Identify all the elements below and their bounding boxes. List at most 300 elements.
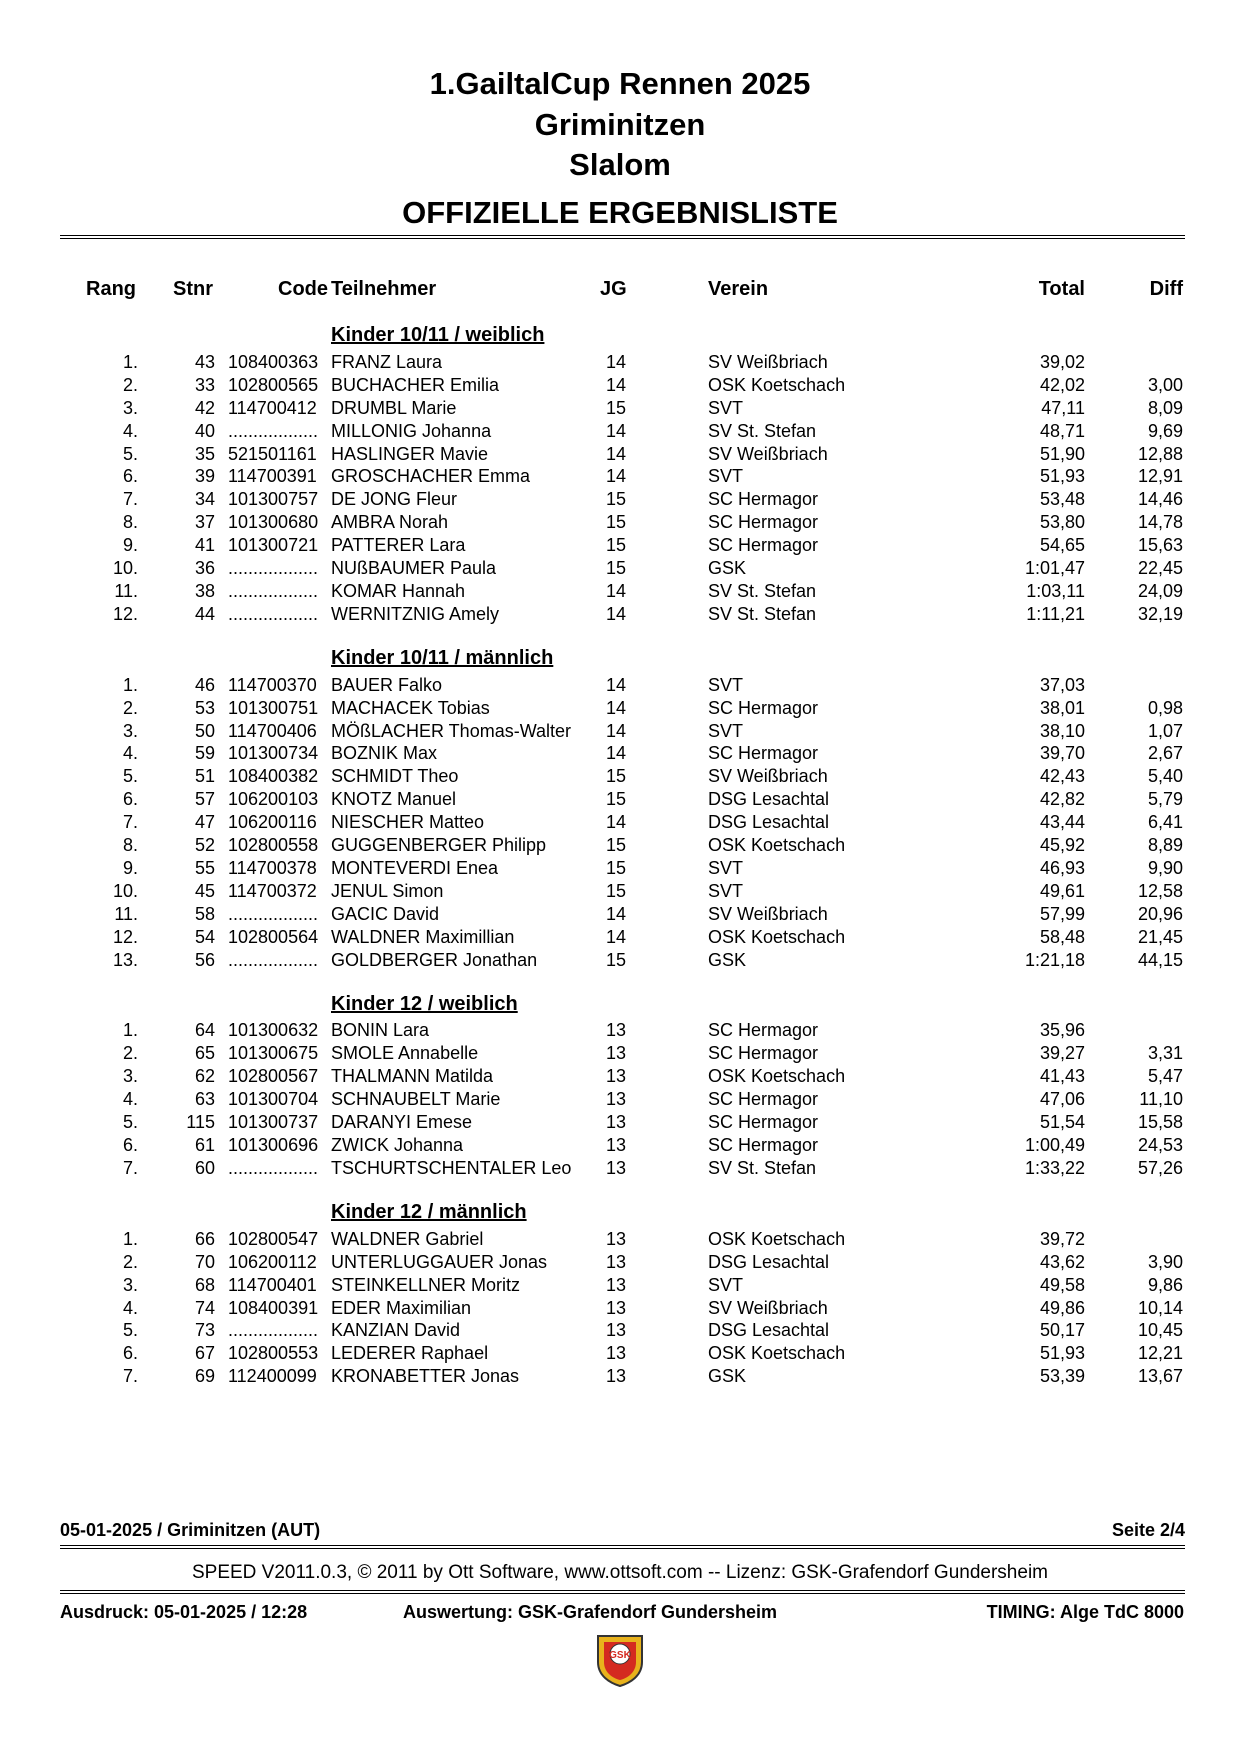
cell-jg: 15	[606, 766, 627, 786]
cell-total: 42,02	[1039, 375, 1085, 395]
cell-verein: SV St. Stefan	[708, 604, 817, 624]
cell-diff: 8,89	[1147, 835, 1183, 855]
category-heading: Kinder 12 / männlich	[331, 1200, 527, 1223]
header-divider	[60, 235, 1185, 239]
cell-stnr: 61	[194, 1135, 215, 1155]
cell-teilnehmer: JENUL Simon	[331, 881, 444, 901]
cell-teilnehmer: GROSCHACHER Emma	[331, 466, 531, 486]
cell-rang: 11.	[114, 581, 138, 601]
category-heading: Kinder 10/11 / weiblich	[331, 324, 545, 346]
cell-jg: 15	[606, 398, 627, 418]
cell-diff: 24,53	[1137, 1135, 1183, 1155]
cell-code: 102800558	[228, 835, 319, 855]
cell-verein: SVT	[708, 398, 744, 418]
cell-code: 108400382	[228, 766, 319, 786]
cell-verein: SVT	[708, 721, 744, 741]
cell-diff: 2,67	[1147, 743, 1183, 763]
cell-jg: 14	[606, 604, 627, 624]
printout-timestamp: Ausdruck: 05-01-2025 / 12:28	[60, 1602, 308, 1622]
cell-jg: 14	[606, 466, 627, 486]
cell-total: 38,01	[1039, 698, 1085, 718]
cell-diff: 32,19	[1137, 604, 1183, 624]
cell-rang: 1.	[122, 675, 138, 695]
cell-stnr: 55	[194, 858, 215, 878]
cell-stnr: 35	[194, 444, 215, 464]
cell-diff: 5,79	[1147, 789, 1183, 809]
cell-teilnehmer: GACIC David	[331, 904, 440, 924]
cell-code: 114700370	[228, 675, 317, 695]
cell-diff: 22,45	[1137, 558, 1183, 578]
cell-verein: SC Hermagor	[708, 1089, 819, 1109]
cell-total: 37,03	[1039, 675, 1085, 695]
cell-code: 101300757	[228, 489, 319, 509]
cell-teilnehmer: MÖßLACHER Thomas-Walter	[331, 721, 572, 741]
cell-verein: OSK Koetschach	[708, 927, 846, 947]
cell-jg: 14	[606, 352, 627, 372]
cell-rang: 10.	[112, 881, 138, 901]
cell-total: 58,48	[1039, 927, 1085, 947]
cell-total: 51,93	[1039, 466, 1085, 486]
cell-code: ..................	[228, 904, 319, 924]
cell-teilnehmer: KNOTZ Manuel	[331, 789, 457, 809]
cell-total: 57,99	[1039, 904, 1085, 924]
cell-jg: 13	[606, 1066, 627, 1086]
cell-rang: 6.	[122, 1343, 138, 1363]
cell-teilnehmer: WERNITZNIG Amely	[331, 604, 500, 624]
cell-verein: SC Hermagor	[708, 698, 819, 718]
cell-total: 49,61	[1039, 881, 1085, 901]
cell-verein: SVT	[708, 466, 744, 486]
cell-total: 47,06	[1039, 1089, 1085, 1109]
cell-stnr: 56	[194, 950, 215, 970]
cell-total: 1:11,21	[1026, 604, 1085, 624]
cell-verein: OSK Koetschach	[708, 1343, 846, 1363]
col-header-diff: Diff	[1149, 278, 1183, 300]
cell-verein: SC Hermagor	[708, 1135, 819, 1155]
cell-total: 53,39	[1039, 1366, 1085, 1386]
cell-code: 102800553	[228, 1343, 319, 1363]
cell-code: 114700378	[228, 858, 317, 878]
cell-rang: 2.	[122, 375, 138, 395]
cell-jg: 13	[606, 1298, 627, 1318]
cell-jg: 13	[606, 1043, 627, 1063]
cell-rang: 2.	[122, 1043, 138, 1063]
cell-total: 51,54	[1039, 1112, 1085, 1132]
cell-stnr: 43	[194, 352, 215, 372]
cell-stnr: 60	[194, 1158, 215, 1178]
cell-teilnehmer: KRONABETTER Jonas	[331, 1366, 520, 1386]
cell-diff: 10,45	[1137, 1320, 1183, 1340]
cell-diff: 12,91	[1137, 466, 1183, 486]
cell-stnr: 64	[194, 1020, 215, 1040]
cell-teilnehmer: MONTEVERDI Enea	[331, 858, 499, 878]
cell-rang: 5.	[122, 444, 138, 464]
cell-jg: 14	[606, 812, 627, 832]
cell-rang: 3.	[122, 721, 138, 741]
cell-verein: DSG Lesachtal	[708, 812, 830, 832]
cell-rang: 1.	[122, 1020, 138, 1040]
cell-code: 106200103	[228, 789, 319, 809]
cell-teilnehmer: BOZNIK Max	[331, 743, 438, 763]
col-header-code: Code	[278, 278, 328, 300]
cell-stnr: 62	[194, 1066, 215, 1086]
cell-total: 1:21,18	[1024, 950, 1085, 970]
cell-teilnehmer: DARANYI Emese	[331, 1112, 473, 1132]
cell-code: 101300696	[228, 1135, 319, 1155]
cell-verein: SVT	[708, 1275, 744, 1295]
cell-code: 114700391	[228, 466, 317, 486]
cell-diff: 9,69	[1147, 421, 1183, 441]
cell-verein: SC Hermagor	[708, 1020, 819, 1040]
cell-diff: 24,09	[1137, 581, 1183, 601]
cell-jg: 15	[606, 881, 627, 901]
cell-rang: 8.	[122, 835, 138, 855]
cell-verein: OSK Koetschach	[708, 375, 846, 395]
cell-teilnehmer: WALDNER Maximillian	[331, 927, 515, 947]
cell-total: 41,43	[1039, 1066, 1085, 1086]
cell-total: 47,11	[1041, 398, 1085, 418]
cell-stnr: 67	[194, 1343, 215, 1363]
cell-code: 101300704	[228, 1089, 319, 1109]
cell-stnr: 45	[194, 881, 215, 901]
cell-rang: 5.	[122, 1112, 138, 1132]
cell-stnr: 66	[194, 1229, 215, 1249]
cell-code: 114700406	[228, 721, 317, 741]
cell-code: ..................	[228, 558, 319, 578]
cell-total: 39,72	[1039, 1229, 1085, 1249]
cell-diff: 15,58	[1137, 1112, 1183, 1132]
cell-total: 1:00,49	[1024, 1135, 1085, 1155]
cell-diff: 15,63	[1137, 535, 1183, 555]
cell-jg: 14	[606, 904, 627, 924]
cell-rang: 8.	[122, 512, 138, 532]
cell-total: 35,96	[1039, 1020, 1085, 1040]
col-header-total: Total	[1038, 278, 1085, 300]
cell-stnr: 59	[194, 743, 215, 763]
cell-code: 102800567	[228, 1066, 319, 1086]
cell-stnr: 38	[194, 581, 215, 601]
cell-teilnehmer: SMOLE Annabelle	[331, 1043, 479, 1063]
cell-jg: 13	[606, 1158, 627, 1178]
cell-code: 102800565	[228, 375, 319, 395]
cell-verein: SC Hermagor	[708, 512, 819, 532]
col-header-stnr: Stnr	[173, 278, 213, 300]
col-header-rang: Rang	[86, 278, 136, 300]
cell-teilnehmer: STEINKELLNER Moritz	[331, 1275, 521, 1295]
footer-divider-top	[60, 1545, 1185, 1549]
cell-code: 106200116	[228, 812, 317, 832]
cell-total: 1:01,47	[1024, 558, 1085, 578]
cell-rang: 9.	[122, 858, 138, 878]
cell-rang: 2.	[122, 1252, 138, 1272]
cell-stnr: 33	[194, 375, 215, 395]
cell-diff: 8,09	[1147, 398, 1183, 418]
cell-code: 112400099	[228, 1366, 317, 1386]
cell-rang: 6.	[122, 466, 138, 486]
cell-total: 1:33,22	[1024, 1158, 1085, 1178]
cell-verein: SVT	[708, 858, 744, 878]
cell-teilnehmer: AMBRA Norah	[331, 512, 449, 532]
cell-rang: 7.	[122, 1366, 138, 1386]
cell-verein: GSK	[708, 558, 747, 578]
cell-teilnehmer: BAUER Falko	[331, 675, 443, 695]
cell-jg: 13	[606, 1252, 627, 1272]
software-license: SPEED V2011.0.3, © 2011 by Ott Software, www.ottsoft.com -- Lizenz: GSK-Grafendorf Gundersheim	[191, 1562, 1048, 1583]
cell-diff: 11,10	[1139, 1089, 1183, 1109]
list-title: OFFIZIELLE ERGEBNISLISTE	[402, 195, 838, 230]
cell-teilnehmer: ZWICK Johanna	[331, 1135, 464, 1155]
cell-diff: 44,15	[1137, 950, 1183, 970]
cell-verein: SC Hermagor	[708, 535, 819, 555]
cell-verein: SV Weißbriach	[708, 766, 828, 786]
cell-teilnehmer: BONIN Lara	[331, 1020, 430, 1040]
cell-jg: 13	[606, 1112, 627, 1132]
cell-diff: 14,78	[1137, 512, 1183, 532]
cell-stnr: 69	[194, 1366, 215, 1386]
cell-teilnehmer: BUCHACHER Emilia	[331, 375, 500, 395]
cell-code: 102800547	[228, 1229, 319, 1249]
cell-code: ..................	[228, 950, 319, 970]
evaluation-info: Auswertung: GSK-Grafendorf Gundersheim	[403, 1602, 778, 1622]
cell-teilnehmer: DE JONG Fleur	[331, 489, 458, 509]
cell-teilnehmer: TSCHURTSCHENTALER Leo	[331, 1158, 572, 1178]
cell-verein: SVT	[708, 881, 744, 901]
cell-verein: SC Hermagor	[708, 489, 819, 509]
cell-teilnehmer: MACHACEK Tobias	[331, 698, 490, 718]
cell-jg: 13	[606, 1320, 627, 1340]
cell-rang: 7.	[122, 489, 138, 509]
event-location: Griminitzen	[534, 107, 706, 142]
cell-jg: 14	[606, 375, 627, 395]
cell-rang: 12.	[112, 927, 138, 947]
cell-stnr: 41	[194, 535, 215, 555]
cell-diff: 5,47	[1147, 1066, 1183, 1086]
cell-stnr: 47	[194, 812, 215, 832]
cell-rang: 7.	[122, 812, 138, 832]
cell-diff: 0,98	[1147, 698, 1183, 718]
cell-jg: 14	[606, 743, 627, 763]
cell-jg: 13	[606, 1366, 627, 1386]
cell-jg: 13	[606, 1229, 627, 1249]
category-heading: Kinder 10/11 / männlich	[331, 646, 554, 669]
cell-jg: 13	[606, 1089, 627, 1109]
cell-rang: 4.	[122, 421, 138, 441]
cell-diff: 3,31	[1147, 1043, 1183, 1063]
cell-teilnehmer: LEDERER Raphael	[331, 1343, 489, 1363]
cell-total: 46,93	[1039, 858, 1085, 878]
cell-diff: 57,26	[1137, 1158, 1183, 1178]
cell-jg: 14	[606, 927, 627, 947]
cell-total: 39,02	[1039, 352, 1085, 372]
cell-total: 49,86	[1039, 1298, 1085, 1318]
cell-rang: 2.	[122, 698, 138, 718]
cell-rang: 6.	[122, 789, 138, 809]
cell-diff: 5,40	[1147, 766, 1183, 786]
cell-stnr: 46	[194, 675, 215, 695]
cell-total: 45,92	[1039, 835, 1085, 855]
cell-diff: 12,21	[1137, 1343, 1183, 1363]
cell-teilnehmer: EDER Maximilian	[331, 1298, 472, 1318]
cell-stnr: 57	[194, 789, 215, 809]
cell-teilnehmer: PATTERER Lara	[331, 535, 466, 555]
cell-diff: 9,86	[1147, 1275, 1183, 1295]
cell-diff: 3,00	[1147, 375, 1183, 395]
cell-diff: 1,07	[1147, 721, 1183, 741]
cell-verein: SC Hermagor	[708, 1043, 819, 1063]
svg-text:GSK: GSK	[609, 1650, 631, 1661]
cell-verein: GSK	[708, 950, 747, 970]
cell-code: 101300734	[228, 743, 319, 763]
cell-verein: SC Hermagor	[708, 1112, 819, 1132]
event-discipline: Slalom	[569, 147, 671, 182]
cell-total: 50,17	[1039, 1320, 1085, 1340]
cell-code: 114700401	[228, 1275, 317, 1295]
cell-total: 48,71	[1039, 421, 1085, 441]
cell-code: ..................	[228, 1320, 319, 1340]
cell-verein: DSG Lesachtal	[708, 789, 830, 809]
cell-jg: 15	[606, 512, 627, 532]
cell-code: ..................	[228, 581, 319, 601]
cell-jg: 13	[606, 1020, 627, 1040]
cell-code: 101300675	[228, 1043, 319, 1063]
cell-jg: 15	[606, 558, 627, 578]
cell-stnr: 74	[194, 1298, 215, 1318]
cell-stnr: 39	[194, 466, 215, 486]
cell-teilnehmer: NIESCHER Matteo	[331, 812, 485, 832]
cell-teilnehmer: MILLONIG Johanna	[331, 421, 492, 441]
cell-teilnehmer: GOLDBERGER Jonathan	[331, 950, 538, 970]
cell-total: 39,27	[1039, 1043, 1085, 1063]
cell-rang: 4.	[122, 1298, 138, 1318]
cell-teilnehmer: KANZIAN David	[331, 1320, 461, 1340]
cell-jg: 13	[606, 1135, 627, 1155]
cell-code: 101300632	[228, 1020, 319, 1040]
cell-total: 38,10	[1039, 721, 1085, 741]
cell-code: 114700372	[228, 881, 317, 901]
cell-stnr: 53	[194, 698, 215, 718]
cell-jg: 15	[606, 835, 627, 855]
cell-jg: 14	[606, 581, 627, 601]
cell-stnr: 52	[194, 835, 215, 855]
cell-jg: 14	[606, 721, 627, 741]
cell-diff: 12,58	[1137, 881, 1183, 901]
cell-teilnehmer: FRANZ Laura	[331, 352, 443, 372]
cell-verein: SV Weißbriach	[708, 1298, 828, 1318]
cell-code: ..................	[228, 604, 319, 624]
cell-rang: 5.	[122, 1320, 138, 1340]
cell-code: 101300751	[228, 698, 319, 718]
cell-code: ..................	[228, 421, 319, 441]
cell-rang: 1.	[122, 352, 138, 372]
cell-stnr: 68	[194, 1275, 215, 1295]
cell-code: ..................	[228, 1158, 319, 1178]
footer-divider-bottom	[60, 1590, 1185, 1594]
cell-stnr: 115	[186, 1112, 215, 1132]
cell-code: 114700412	[228, 398, 317, 418]
cell-verein: OSK Koetschach	[708, 1066, 846, 1086]
cell-jg: 15	[606, 858, 627, 878]
cell-rang: 4.	[122, 743, 138, 763]
cell-code: 108400391	[228, 1298, 319, 1318]
cell-rang: 3.	[122, 398, 138, 418]
cell-verein: SV St. Stefan	[708, 421, 817, 441]
cell-stnr: 65	[194, 1043, 215, 1063]
cell-diff: 20,96	[1137, 904, 1183, 924]
cell-verein: GSK	[708, 1366, 747, 1386]
cell-teilnehmer: NUßBAUMER Paula	[331, 558, 497, 578]
cell-teilnehmer: KOMAR Hannah	[331, 581, 466, 601]
cell-verein: SV Weißbriach	[708, 352, 828, 372]
cell-total: 51,90	[1039, 444, 1085, 464]
cell-jg: 14	[606, 675, 627, 695]
cell-total: 53,80	[1039, 512, 1085, 532]
cell-stnr: 51	[194, 766, 215, 786]
cell-total: 42,43	[1039, 766, 1085, 786]
timing-info: TIMING: Alge TdC 8000	[986, 1602, 1184, 1622]
cell-verein: SVT	[708, 675, 744, 695]
cell-jg: 13	[606, 1275, 627, 1295]
cell-verein: SV Weißbriach	[708, 904, 828, 924]
cell-total: 42,82	[1039, 789, 1085, 809]
cell-diff: 21,45	[1137, 927, 1183, 947]
cell-total: 51,93	[1039, 1343, 1085, 1363]
cell-rang: 11.	[114, 904, 138, 924]
cell-code: 521501161	[228, 444, 317, 464]
cell-verein: SV St. Stefan	[708, 581, 817, 601]
cell-rang: 6.	[122, 1135, 138, 1155]
cell-total: 53,48	[1039, 489, 1085, 509]
cell-stnr: 42	[194, 398, 215, 418]
cell-code: 106200112	[228, 1252, 317, 1272]
cell-verein: DSG Lesachtal	[708, 1252, 830, 1272]
cell-code: 101300737	[228, 1112, 319, 1132]
cell-teilnehmer: UNTERLUGGAUER Jonas	[331, 1252, 548, 1272]
footer-date-location: 05-01-2025 / Griminitzen (AUT)	[60, 1520, 321, 1540]
cell-diff: 10,14	[1137, 1298, 1183, 1318]
cell-teilnehmer: THALMANN Matilda	[331, 1066, 494, 1086]
cell-code: 101300721	[228, 535, 319, 555]
cell-rang: 9.	[122, 535, 138, 555]
cell-jg: 14	[606, 421, 627, 441]
cell-stnr: 63	[194, 1089, 215, 1109]
cell-jg: 15	[606, 789, 627, 809]
cell-verein: DSG Lesachtal	[708, 1320, 830, 1340]
cell-rang: 3.	[122, 1275, 138, 1295]
cell-diff: 13,67	[1137, 1366, 1183, 1386]
cell-teilnehmer: WALDNER Gabriel	[331, 1229, 484, 1249]
cell-stnr: 50	[194, 721, 215, 741]
cell-verein: OSK Koetschach	[708, 835, 846, 855]
footer-page-number: Seite 2/4	[1111, 1520, 1185, 1540]
cell-teilnehmer: SCHNAUBELT Marie	[331, 1089, 501, 1109]
cell-rang: 7.	[122, 1158, 138, 1178]
cell-total: 49,58	[1039, 1275, 1085, 1295]
cell-verein: SV St. Stefan	[708, 1158, 817, 1178]
cell-code: 102800564	[228, 927, 319, 947]
cell-total: 39,70	[1039, 743, 1085, 763]
cell-rang: 1.	[122, 1229, 138, 1249]
cell-diff: 12,88	[1137, 444, 1183, 464]
cell-stnr: 36	[194, 558, 215, 578]
cell-stnr: 40	[194, 421, 215, 441]
cell-total: 43,44	[1039, 812, 1085, 832]
col-header-teilnehmer: Teilnehmer	[331, 278, 437, 300]
cell-jg: 13	[606, 1343, 627, 1363]
cell-stnr: 70	[194, 1252, 215, 1272]
cell-diff: 14,46	[1137, 489, 1183, 509]
cell-diff: 6,41	[1147, 812, 1183, 832]
cell-rang: 5.	[122, 766, 138, 786]
